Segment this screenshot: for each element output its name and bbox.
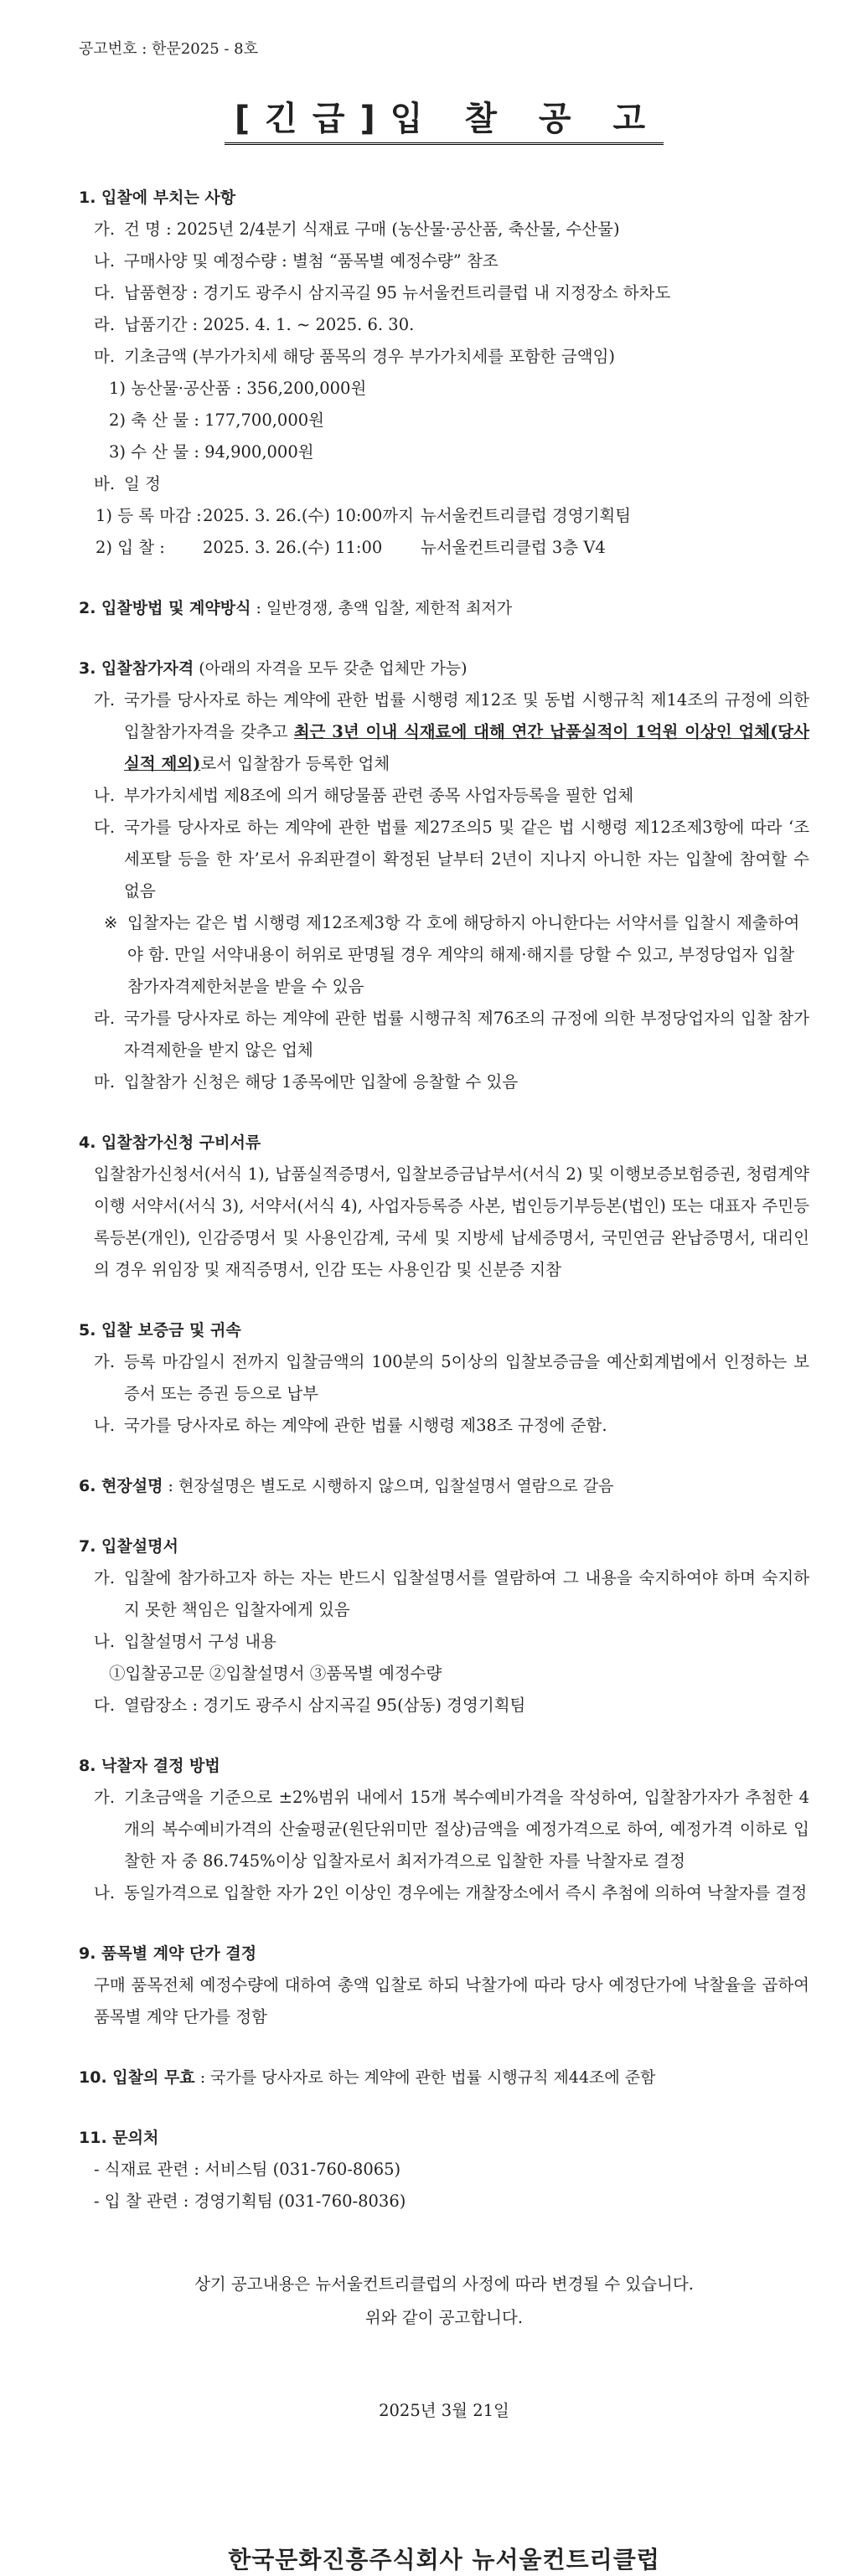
item-mark: 바.: [94, 474, 116, 493]
item-text: 국가를 당사자로 하는 계약에 관한 법률 시행령 제38조 규정에 준함.: [124, 1416, 607, 1435]
item-text: 입찰설명서 구성 내용: [124, 1632, 276, 1651]
section-5: [79, 1314, 809, 1442]
item-text: 국가를 당사자로 하는 계약에 관한 법률 제27조의5 및 같은 법 시행령 제12조제3항에 따라 ‘조세포탈 등을 한 자’로서 유죄판결이 확정된 날부터 2년이 지나지 아니한 자는 입찰에 참여할 수 없음: [124, 818, 809, 901]
schedule-registration: [79, 500, 809, 532]
s3-note: [79, 907, 809, 1003]
contact-bid: - 입 찰 관련 : 경영기획팀 (031-760-8036): [94, 2191, 406, 2211]
organization-name: 한국문화진흥주식회사 뉴서울컨트리클럽: [228, 2546, 660, 2573]
item-text: 기초금액을 기준으로 ±2%범위 내에서 15개 복수예비가격을 작성하여, 입찰참가자가 추첨한 4개의 복수예비가격의 산술평균(원단위미만 절상)금액을 예정가격으로 하여, 예정가격 이하로 입찰한 자 중 86.745%이상 입찰자로서 최저가격으로 입찰한 자를 낙찰자로 결정: [124, 1788, 809, 1871]
s1-item-c: [79, 277, 809, 309]
note-mark: ※: [104, 913, 118, 932]
base-amount-2: 2) 축 산 물 : 177,700,000원: [109, 410, 324, 430]
section-4: [79, 1127, 809, 1286]
s1-item-e: [79, 341, 809, 373]
section-2-title: 2. 입찰방법 및 계약방식: [79, 599, 251, 617]
item-text: 국가를 당사자로 하는 계약에 관한 법률 시행규칙 제76조의 규정에 의한 부정당업자의 입찰 참가 자격제한을 받지 않은 업체: [124, 1009, 809, 1060]
section-9: [79, 1938, 809, 2033]
item-mark: 가.: [94, 690, 116, 710]
item-text: 납품기간 : 2025. 4. 1. ~ 2025. 6. 30.: [124, 315, 415, 334]
section-4-heading: 4. 입찰참가신청 구비서류: [79, 1133, 261, 1152]
item-mark: 가.: [94, 219, 116, 239]
s7-item-b: [79, 1626, 809, 1658]
required-documents: 입찰참가신청서(서식 1), 납품실적증명서, 입찰보증금납부서(서식 2) 및 이행보증보험증권, 청렴계약 이행 서약서(서식 3), 서약서(서식 4), 사업자등록증 사본, 법인등기부등본(법인) 또는 대표자 주민등록등본(개인), 인감증명서 및 사용인감계, 국세 및 지방세 납세증명서, 국민연금 완납증명서, 대리인의 경우 위임장 및 재직증명서, 인감 또는 사용인감 및 신분증 지참: [94, 1164, 809, 1279]
section-3-title: 3. 입찰참가자격: [79, 659, 194, 678]
base-amount-3: 3) 수 산 물 : 94,900,000원: [109, 442, 314, 462]
section-9-heading: 9. 품목별 계약 단가 결정: [79, 1944, 257, 1963]
s5-item-a: [79, 1346, 809, 1410]
schedule-time: 2025. 3. 26.(수) 10:00까지: [203, 506, 414, 525]
section-1-heading: 1. 입찰에 부치는 사항: [79, 188, 236, 207]
s3-item-d: [79, 1003, 809, 1066]
section-6-title: 6. 현장설명: [79, 1477, 163, 1495]
notice-number: 공고번호 : 한문2025 - 8호: [79, 40, 259, 58]
title-wrap: [79, 97, 809, 145]
closing-line-1: 상기 공고내용은 뉴서울컨트리클럽의 사정에 따라 변경될 수 있습니다.: [194, 2274, 694, 2294]
item-text: 등록 마감일시 전까지 입찰금액의 100분의 5이상의 입찰보증금을 예산회계법에서 인정하는 보증서 또는 증권 등으로 납부: [124, 1352, 809, 1403]
item-mark: 마.: [94, 1072, 116, 1092]
section-3-note: (아래의 자격을 모두 갖춘 업체만 가능): [194, 659, 468, 678]
schedule-label: 2) 입 찰 :: [96, 538, 165, 557]
section-10-heading: [79, 2062, 809, 2093]
s3-item-b: [79, 780, 809, 812]
item-text: 납품현장 : 경기도 광주시 삼지곡길 95 뉴서울컨트리클럽 내 지정장소 하차도: [124, 283, 671, 302]
section-3: [79, 653, 809, 1098]
s1-item-d: [79, 309, 809, 341]
item-text: 열람장소 : 경기도 광주시 삼지곡길 95(삼동) 경영기획팀: [124, 1696, 526, 1715]
closing: [79, 2268, 809, 2335]
s3-item-a: [79, 684, 809, 780]
page-title: [긴급]입 찰 공 고: [225, 97, 664, 145]
section-10-text: : 국가를 당사자로 하는 계약에 관한 법률 시행규칙 제44조에 준함: [194, 2068, 656, 2087]
section-5-heading: 5. 입찰 보증금 및 귀속: [79, 1321, 241, 1340]
section-10: [79, 2062, 809, 2093]
item-mark: 다.: [94, 1696, 116, 1715]
section-2: [79, 592, 809, 624]
s8-item-b: [79, 1877, 809, 1909]
item-mark: 라.: [94, 315, 116, 334]
item-text: [124, 684, 809, 780]
item-mark: 다.: [94, 818, 116, 837]
schedule-place: 뉴서울컨트리클럽 3층 V4: [421, 538, 606, 557]
section-6: [79, 1470, 809, 1502]
contact-food: - 식재료 관련 : 서비스팀 (031-760-8065): [94, 2160, 401, 2179]
section-11-heading: 11. 문의처: [79, 2129, 159, 2147]
s1-item-b: [79, 245, 809, 277]
section-2-text: : 일반경쟁, 총액 입찰, 제한적 최저가: [251, 599, 513, 617]
section-11: [79, 2122, 809, 2217]
item-mark: 나.: [94, 1632, 116, 1651]
schedule-bid: [79, 532, 809, 564]
section-8-heading: 8. 낙찰자 결정 방법: [79, 1757, 220, 1775]
item-mark: 가.: [94, 1568, 116, 1587]
unit-price-text: 구매 품목전체 예정수량에 대하여 총액 입찰로 하되 낙찰가에 따라 당사 예정단가에 낙찰율을 곱하여 품목별 계약 단가를 정함: [94, 1975, 809, 2026]
section-7-heading: 7. 입찰설명서: [79, 1537, 178, 1556]
s1-item-a: [79, 214, 809, 245]
item-mark: 가.: [94, 1788, 116, 1807]
section-6-heading: [79, 1470, 809, 1502]
section-6-text: : 현장설명은 별도로 시행하지 않으며, 입찰설명서 열람으로 갈음: [163, 1477, 614, 1495]
item-text-part: 국가를 당사자로 하는 계약에 관한 법률 시행령 제12조 및 동법 시행규칙 제14조의 규정에 의한 입찰참가자격을 갖추고: [124, 690, 809, 741]
item-text: 건 명 : 2025년 2/4분기 식재료 구매 (농산물·공산품, 축산물, 수산물): [124, 219, 620, 239]
item-mark: 나.: [94, 786, 116, 805]
note-text: 입찰자는 같은 법 시행령 제12조제3항 각 호에 해당하지 아니한다는 서약서를 입찰시 제출하여야 함. 만일 서약내용이 허위로 판명될 경우 계약의 해제·해지를 당할 수 있고, 부정당업자 입찰참가자격제한처분을 받을 수 있음: [127, 913, 800, 996]
item-mark: 나.: [94, 251, 116, 271]
item-text-part: 로서 입찰참가 등록한 업체: [200, 754, 390, 773]
manual-contents: ①입찰공고문 ②입찰설명서 ③품목별 예정수량: [109, 1664, 442, 1683]
item-mark: 나.: [94, 1416, 116, 1435]
item-text: 동일가격으로 입찰한 자가 2인 이상인 경우에는 개찰장소에서 즉시 추첨에 의하여 낙찰자를 결정: [124, 1883, 808, 1902]
item-text: 구매사양 및 예정수량 : 별첨 “품목별 예정수량” 참조: [124, 251, 499, 271]
base-amount-1: 1) 농산물·공산품 : 356,200,000원: [109, 379, 367, 398]
item-mark: 다.: [94, 283, 116, 302]
s7-item-a: [79, 1562, 809, 1626]
item-text: 입찰에 참가하고자 하는 자는 반드시 입찰설명서를 열람하여 그 내용을 숙지하여야 하며 숙지하지 못한 책임은 입찰자에게 있음: [124, 1568, 809, 1619]
schedule-place: 뉴서울컨트리클럽 경영기획팀: [421, 506, 632, 525]
item-mark: 라.: [94, 1009, 116, 1028]
s7-item-c: [79, 1690, 809, 1722]
schedule-time: 2025. 3. 26.(수) 11:00: [203, 538, 383, 557]
item-mark: 나.: [94, 1883, 116, 1902]
highlighted-requirement: 최근 3년 이내 식재료에 대해 연간 납품실적이 1억원 이상인 업체(당사 실적 제외): [124, 722, 809, 773]
section-3-heading: [79, 653, 809, 684]
closing-line-2: 위와 같이 공고합니다.: [364, 2308, 524, 2327]
item-mark: 가.: [94, 1352, 116, 1371]
item-text: 기초금액 (부가가치세 해당 품목의 경우 부가가치세를 포함한 금액임): [124, 347, 616, 366]
section-8: [79, 1750, 809, 1909]
item-text: 입찰참가 신청은 해당 1종목에만 입찰에 응찰할 수 있음: [124, 1072, 519, 1092]
section-2-heading: [79, 592, 809, 624]
section-7: [79, 1531, 809, 1722]
s8-item-a: [79, 1782, 809, 1877]
s3-item-e: [79, 1066, 809, 1098]
item-mark: 마.: [94, 347, 116, 366]
section-1: [79, 182, 809, 564]
item-text: 부가가치세법 제8조에 의거 해당물품 관련 종목 사업자등록을 필한 업체: [124, 786, 634, 805]
s1-item-f: [79, 468, 809, 500]
notice-date: 2025년 3월 21일: [379, 2401, 509, 2420]
s5-item-b: [79, 1410, 809, 1442]
item-text: 일 정: [124, 474, 161, 493]
schedule-label: 1) 등 록 마감 :: [96, 506, 202, 525]
section-10-title: 10. 입찰의 무효: [79, 2068, 195, 2087]
s3-item-c: [79, 812, 809, 907]
